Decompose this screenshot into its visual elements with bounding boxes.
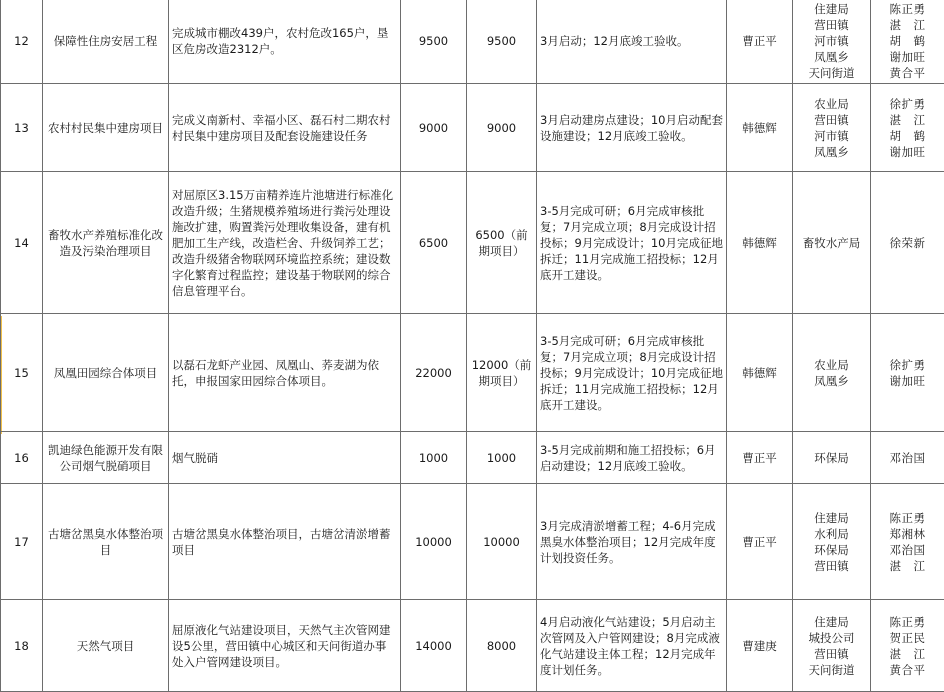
annual-investment: 9000	[467, 84, 537, 172]
construction-content: 完成义南新村、幸福小区、磊石村二期农村村民集中建房项目及配套设施建设任务	[169, 84, 401, 172]
responsible-people	[871, 84, 944, 172]
total-investment: 22000	[401, 314, 467, 432]
person-item: 黄合平	[889, 662, 926, 677]
person-item: 徐扩勇	[889, 96, 926, 111]
person-item: 谢加旺	[889, 50, 926, 64]
schedule: 3-5月完成前期和施工招投标；6月启动建设；12月底竣工验收。	[537, 432, 727, 484]
total-investment: 10000	[401, 484, 467, 600]
unit-item: 河市镇	[814, 128, 849, 143]
annual-investment: 12000（前期项目）	[467, 314, 537, 432]
row-number: 18	[1, 600, 43, 692]
total-investment: 14000	[401, 600, 467, 692]
construction-content: 以磊石龙虾产业园、凤凰山、荞麦湖为依托，申报国家田园综合体项目。	[169, 314, 401, 432]
unit-item: 住建局	[814, 2, 849, 16]
row-number: 15	[1, 314, 43, 432]
unit-item: 农业局	[814, 357, 849, 372]
unit-item: 畜牧水产局	[802, 235, 861, 250]
person-item: 陈正勇	[889, 614, 926, 629]
unit-item: 营田镇	[814, 558, 849, 573]
unit-item: 农业局	[814, 96, 849, 111]
row-number: 16	[1, 432, 43, 484]
annual-investment: 1000	[467, 432, 537, 484]
project-name: 农村村民集中建房项目	[43, 84, 169, 172]
unit-item: 住建局	[814, 614, 849, 629]
table-row	[1, 600, 944, 692]
unit-item: 城投公司	[808, 630, 855, 645]
project-name: 保障性住房安居工程	[43, 0, 169, 84]
responsible-units	[793, 314, 871, 432]
project-name: 畜牧水产养殖标准化改造及污染治理项目	[43, 172, 169, 314]
person-item: 湛 江	[889, 18, 926, 32]
person-item: 邓治国	[889, 450, 926, 465]
responsible-units	[793, 84, 871, 172]
total-investment: 1000	[401, 432, 467, 484]
schedule: 4月启动液化气站建设；5月启动主次管网及入户管网建设；8月完成液化气站建设主体工程；12月完成年度计划任务。	[537, 600, 727, 692]
total-investment: 9500	[401, 0, 467, 84]
person-item: 陈正勇	[889, 2, 926, 16]
annual-investment: 6500（前期项目）	[467, 172, 537, 314]
unit-item: 营田镇	[814, 112, 849, 127]
row-number: 12	[1, 0, 43, 84]
responsible-units	[793, 0, 871, 84]
unit-item: 天问街道	[808, 662, 855, 677]
responsible-units	[793, 432, 871, 484]
responsible-people	[871, 172, 944, 314]
construction-content: 古塘岔黑臭水体整治项目，古塘岔清淤增蓄项目	[169, 484, 401, 600]
responsible-people	[871, 600, 944, 692]
responsible-people	[871, 484, 944, 600]
construction-content: 屈原液化气站建设项目，天然气主次管网建设5公里，营田镇中心城区和天问街道办事处入户管网建设项目。	[169, 600, 401, 692]
person-item: 湛 江	[889, 646, 926, 661]
responsible-units	[793, 600, 871, 692]
unit-item: 住建局	[814, 510, 849, 525]
unit-item: 凤凰乡	[814, 144, 849, 159]
schedule: 3月完成清淤增蓄工程；4-6月完成黑臭水体整治项目；12月完成年度计划投资任务。	[537, 484, 727, 600]
table-row	[1, 484, 944, 600]
table-row	[1, 0, 944, 84]
responsible-leader: 韩德辉	[727, 84, 793, 172]
schedule: 3月启动；12月底竣工验收。	[537, 0, 727, 84]
responsible-people	[871, 432, 944, 484]
unit-item: 环保局	[814, 450, 849, 465]
schedule: 3-5月完成可研；6月完成审核批复；7月完成立项；8月完成设计招投标；9月完成设计；10月完成征地拆迁；11月完成施工招投标；12月底开工建设。	[537, 172, 727, 314]
project-name: 古塘岔黑臭水体整治项目	[43, 484, 169, 600]
person-item: 贺正民	[889, 630, 926, 645]
unit-item: 水利局	[814, 526, 849, 541]
project-name: 凯迪绿色能源开发有限公司烟气脱硝项目	[43, 432, 169, 484]
annual-investment: 8000	[467, 600, 537, 692]
table-row	[1, 84, 944, 172]
person-item: 邓治国	[889, 542, 926, 557]
construction-content: 对屈原区3.15万亩精养连片池塘进行标准化改造升级；生猪规模养殖场进行粪污处理设施改扩建，购置粪污处理收集设备，建有机肥加工生产线，改造栏舍、升级饲养工艺；改造升级猪舍物联网环境监控系统；建设数字化繁育过程监控；建设基于物联网的综合信息管理平台。	[169, 172, 401, 314]
project-name: 凤凰田园综合体项目	[43, 314, 169, 432]
unit-item: 天问街道	[808, 66, 855, 80]
responsible-leader: 韩德辉	[727, 172, 793, 314]
person-item: 谢加旺	[889, 373, 926, 388]
table-row	[1, 314, 944, 432]
row-number: 13	[1, 84, 43, 172]
unit-item: 营田镇	[814, 646, 849, 661]
construction-content: 完成城市棚改439户，农村危改165户，垦区危房改造2312户。	[169, 0, 401, 84]
unit-item: 营田镇	[814, 18, 849, 32]
annual-investment: 10000	[467, 484, 537, 600]
table-row	[1, 432, 944, 484]
schedule: 3-5月完成可研；6月完成审核批复；7月完成立项；8月完成设计招投标；9月完成设计；10月完成征地拆迁；11月完成施工招投标；12月底开工建设。	[537, 314, 727, 432]
responsible-people	[871, 0, 944, 84]
person-item: 胡 鹤	[889, 34, 926, 48]
person-item: 徐荣新	[889, 235, 926, 250]
person-item: 陈正勇	[889, 510, 926, 525]
responsible-leader: 韩德辉	[727, 314, 793, 432]
annual-investment: 9500	[467, 0, 537, 84]
person-item: 湛 江	[889, 112, 926, 127]
row-number: 14	[1, 172, 43, 314]
unit-item: 凤凰乡	[814, 50, 849, 64]
row-number: 17	[1, 484, 43, 600]
responsible-leader: 曹正平	[727, 432, 793, 484]
responsible-leader: 曹建庚	[727, 600, 793, 692]
person-item: 胡 鹤	[889, 128, 926, 143]
person-item: 谢加旺	[889, 144, 926, 159]
total-investment: 9000	[401, 84, 467, 172]
responsible-people	[871, 314, 944, 432]
person-item: 徐扩勇	[889, 357, 926, 372]
total-investment: 6500	[401, 172, 467, 314]
responsible-leader: 曹正平	[727, 484, 793, 600]
responsible-units	[793, 172, 871, 314]
person-item: 黄合平	[889, 66, 926, 80]
table-row	[1, 172, 944, 314]
construction-content: 烟气脱硝	[169, 432, 401, 484]
project-name: 天然气项目	[43, 600, 169, 692]
unit-item: 凤凰乡	[814, 373, 849, 388]
unit-item: 环保局	[814, 542, 849, 557]
responsible-units	[793, 484, 871, 600]
person-item: 郑湘林	[889, 526, 926, 541]
schedule: 3月启动建房点建设；10月启动配套设施建设；12月底竣工验收。	[537, 84, 727, 172]
table-body	[1, 0, 944, 692]
responsible-leader: 曹正平	[727, 0, 793, 84]
unit-item: 河市镇	[814, 34, 849, 48]
person-item: 湛 江	[889, 558, 926, 573]
